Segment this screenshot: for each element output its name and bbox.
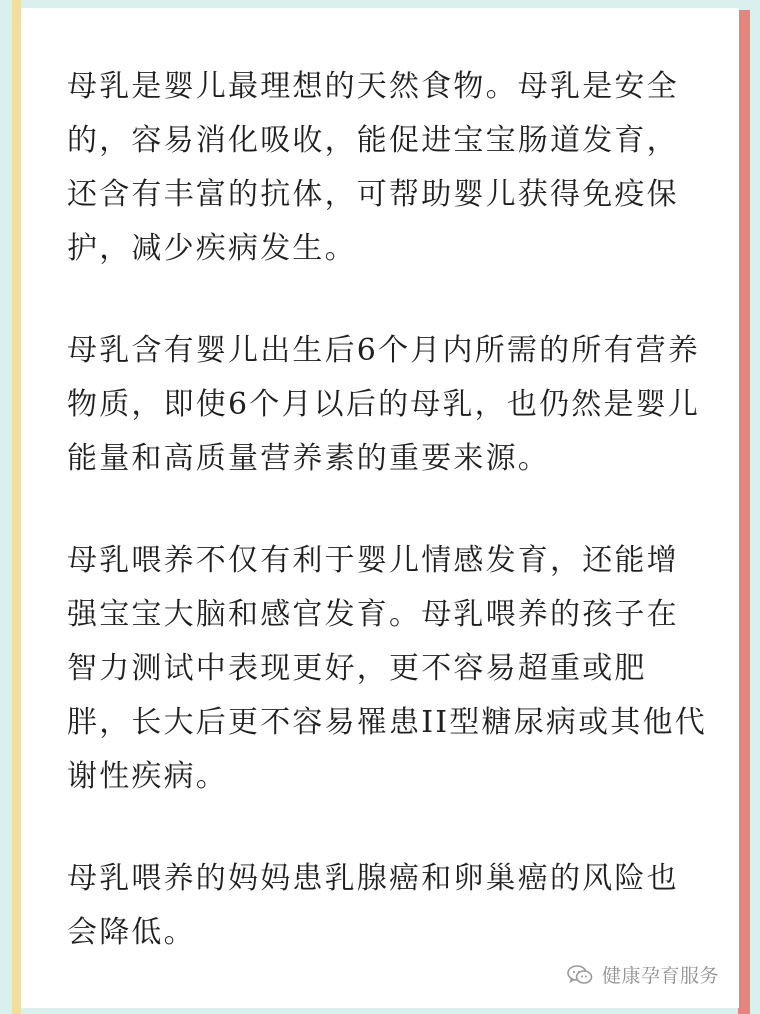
article-paragraph: 母乳喂养不仅有利于婴儿情感发育，还能增强宝宝大脑和感官发育。母乳喂养的孩子在智力测试中表现更好，更不容易超重或肥胖，长大后更不容易罹患II型糖尿病或其他代谢性疾病。 [67, 543, 707, 794]
watermark-text: 健康孕育服务 [601, 965, 719, 987]
article-paragraph: 母乳喂养的妈妈患乳腺癌和卵巢癌的风险也会降低。 [67, 861, 679, 950]
article-card [21, 8, 739, 1008]
right-decorative-stripe [738, 10, 750, 1014]
article-paragraph: 母乳含有婴儿出生后6个月内所需的所有营养物质，即使6个月以后的母乳，也仍然是婴儿能量和高质量营养素的重要来源。 [67, 333, 701, 476]
watermark [566, 961, 719, 988]
article-content [67, 60, 707, 960]
article-paragraph: 母乳是婴儿最理想的天然食物。母乳是安全的，容易消化吸收，能促进宝宝肠道发育，还含有丰富的抗体，可帮助婴儿获得免疫保护，减少疾病发生。 [67, 69, 679, 266]
left-decorative-stripe [12, 0, 21, 1014]
wechat-icon [566, 964, 594, 986]
